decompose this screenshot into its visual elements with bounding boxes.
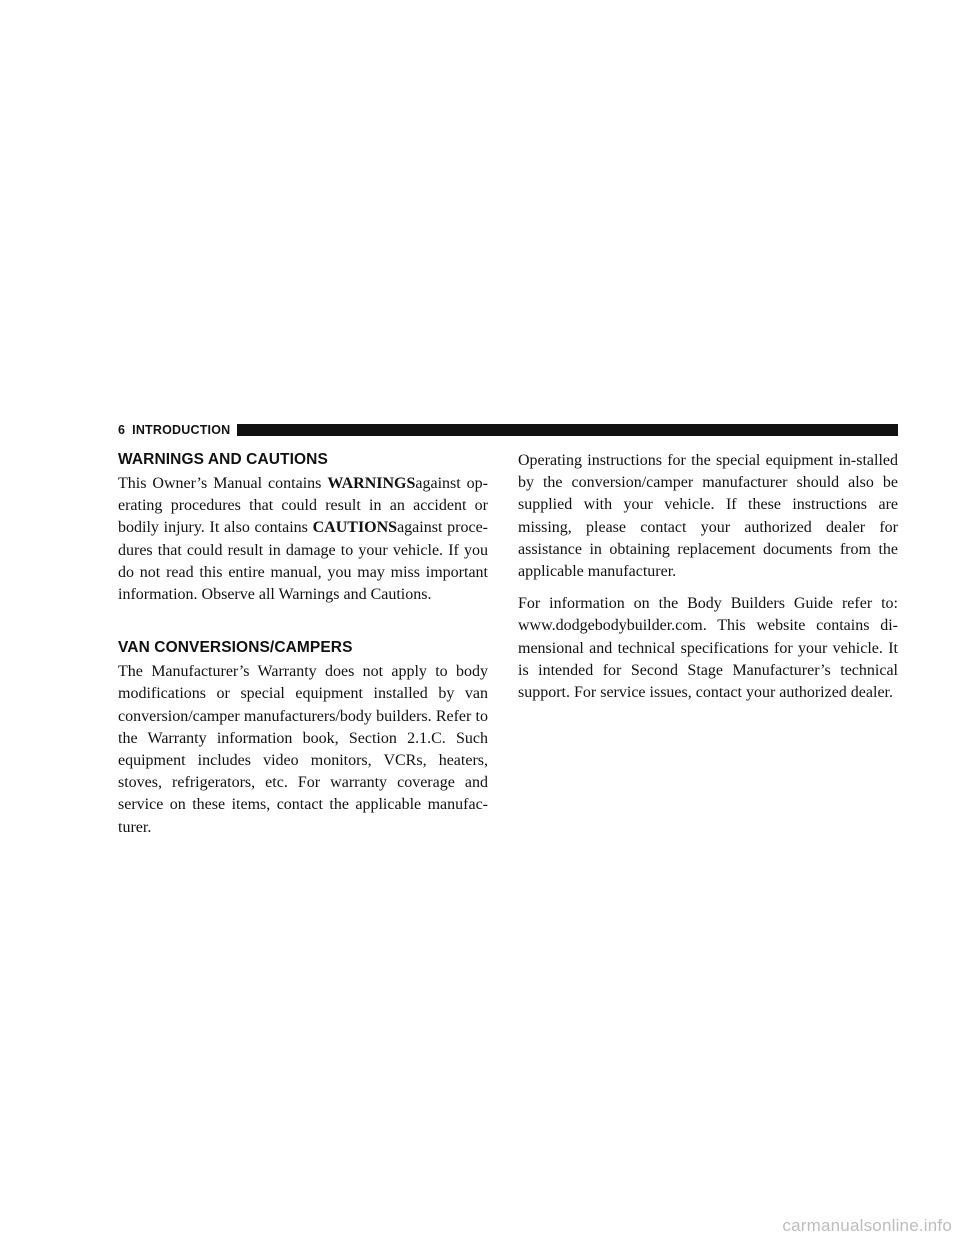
- right-column: [518, 450, 898, 704]
- warnings-text-1: This Owner’s Manual contains: [118, 475, 328, 492]
- watermark-text: carmanualsonline.info: [782, 1216, 952, 1235]
- warnings-heading: WARNINGS AND CAUTIONS: [118, 451, 328, 468]
- section-title: INTRODUCTION: [132, 423, 231, 437]
- van-conversions-heading: VAN CONVERSIONS/CAMPERS: [118, 639, 353, 657]
- left-column: [118, 450, 488, 839]
- page-header: [118, 422, 898, 438]
- section-spacer: [118, 606, 488, 638]
- van-conversions-paragraph: The Manufacturer’s Warranty does not apply to body modifications or special equipment installed by van conversion/camper manufacturers/body builders. Refer to the Warranty information book, Section 2.1.C. Such equipment includes video monitors, VCRs, heaters, stoves, refrigerators, etc. For warranty coverage and service on these items, contact the applicable manufac-turer.: [118, 663, 488, 836]
- warnings-text-2: against op-erating procedures that could result in an accident or bodily injury. It also contains: [118, 475, 488, 537]
- page-label: [118, 422, 230, 438]
- warnings-paragraph: [118, 473, 488, 606]
- cautions-keyword: CAUTIONS: [312, 519, 398, 537]
- operating-instructions-paragraph: Operating instructions for the special equipment in-stalled by the conversion/camper manufacturer should also be supplied with your vehicle. If these instructions are missing, please contact your authorized dealer for assistance in obtaining replacement documents from the applicable manufacturer.: [518, 452, 898, 581]
- warnings-text-3: against proce-dures that could result in damage to your vehicle. If you do not read this entire manual, you may miss important information. Observe all Warnings and Cautions.: [118, 519, 488, 604]
- warnings-keyword: WARNINGS: [327, 475, 416, 492]
- body-builders-paragraph: For information on the Body Builders Guide refer to: www.dodgebodybuilder.com. This website contains di-mensional and technical specifications for your vehicle. It is intended for Second Stage Manufacturer’s technical support. For service issues, contact your authorized dealer.: [518, 595, 898, 702]
- page-number: 6: [118, 423, 126, 437]
- header-rule: [237, 424, 898, 436]
